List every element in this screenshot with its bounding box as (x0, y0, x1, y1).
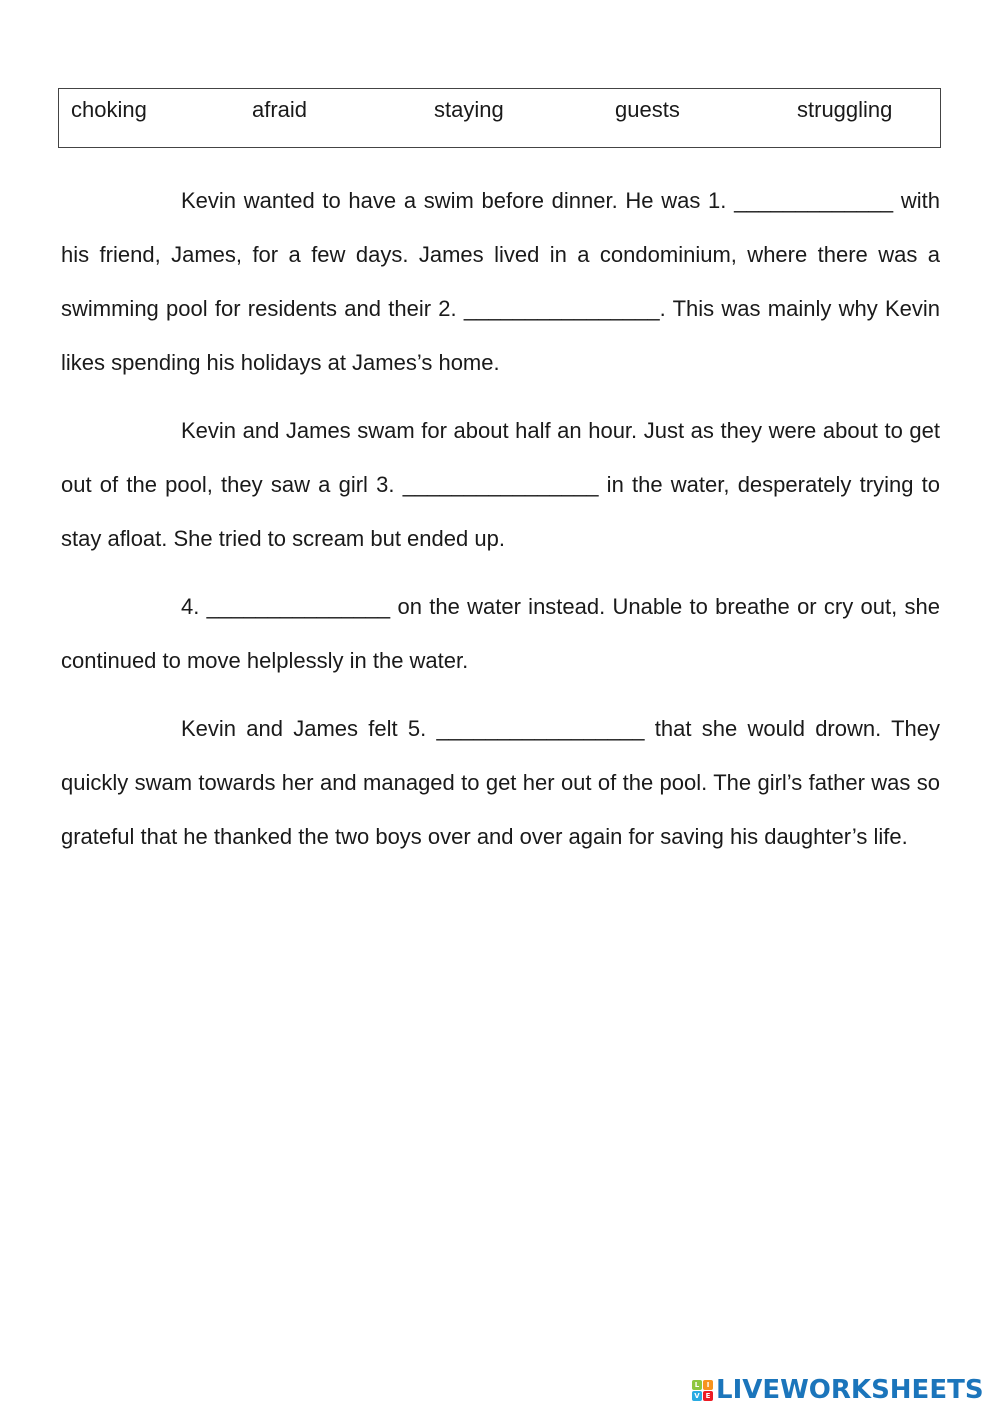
logo-mark-letter: E (703, 1391, 713, 1401)
blank-5[interactable]: _________________ (436, 716, 645, 741)
logo-mark-letter: L (692, 1380, 702, 1390)
word-bank-item: staying (434, 97, 504, 122)
paragraph-text: Kevin and James felt 5. (181, 716, 437, 741)
word-bank-item: afraid (252, 97, 308, 122)
logo-text: LIVEWORKSHEETS (716, 1375, 984, 1405)
paragraph-text: Kevin wanted to have a swim before dinner. He was 1. (181, 188, 735, 213)
paragraph-2 (61, 404, 940, 566)
word-bank-item: choking (71, 97, 147, 122)
word-bank-item: guests (615, 97, 680, 122)
paragraph-text: Kevin and James swam for about half an hour. Just as they were about to get out of the pool, they saw a girl 3. (61, 418, 940, 497)
word-bank-box (58, 88, 941, 148)
paragraph-4 (61, 702, 940, 864)
paragraph-text: in the water, desperately trying to stay afloat. She tried to scream but ended up. (61, 472, 940, 551)
blank-3[interactable]: ________________ (402, 472, 599, 497)
logo-mark-letter: V (692, 1391, 702, 1401)
paragraph-text: that she would drown. They quickly swam towards her and managed to get her out of the pool. The girl’s father was so grateful that he thanked the two boys over and over again for saving his daughter’s life. (61, 716, 940, 849)
blank-2[interactable]: ________________ (463, 296, 660, 321)
paragraph-3 (61, 580, 940, 688)
paragraph-text: . This was mainly why Kevin likes spending his holidays at James’s home. (61, 296, 940, 375)
paragraph-text: on the water instead. Unable to breathe or cry out, she continued to move helplessly in the water. (61, 594, 940, 673)
paragraph-1 (61, 174, 940, 390)
logo-mark-icon (692, 1380, 713, 1401)
blank-1[interactable]: _____________ (734, 188, 894, 213)
paragraph-text: with his friend, James, for a few days. James lived in a condominium, where there was a swimming pool for residents and their 2. (61, 188, 940, 321)
blank-4[interactable]: _______________ (206, 594, 391, 619)
logo-mark-letter: I (703, 1380, 713, 1390)
paragraph-text: 4. (181, 594, 207, 619)
word-bank-item: struggling (797, 97, 893, 122)
passage (61, 174, 940, 878)
liveworksheets-logo (692, 1372, 984, 1408)
